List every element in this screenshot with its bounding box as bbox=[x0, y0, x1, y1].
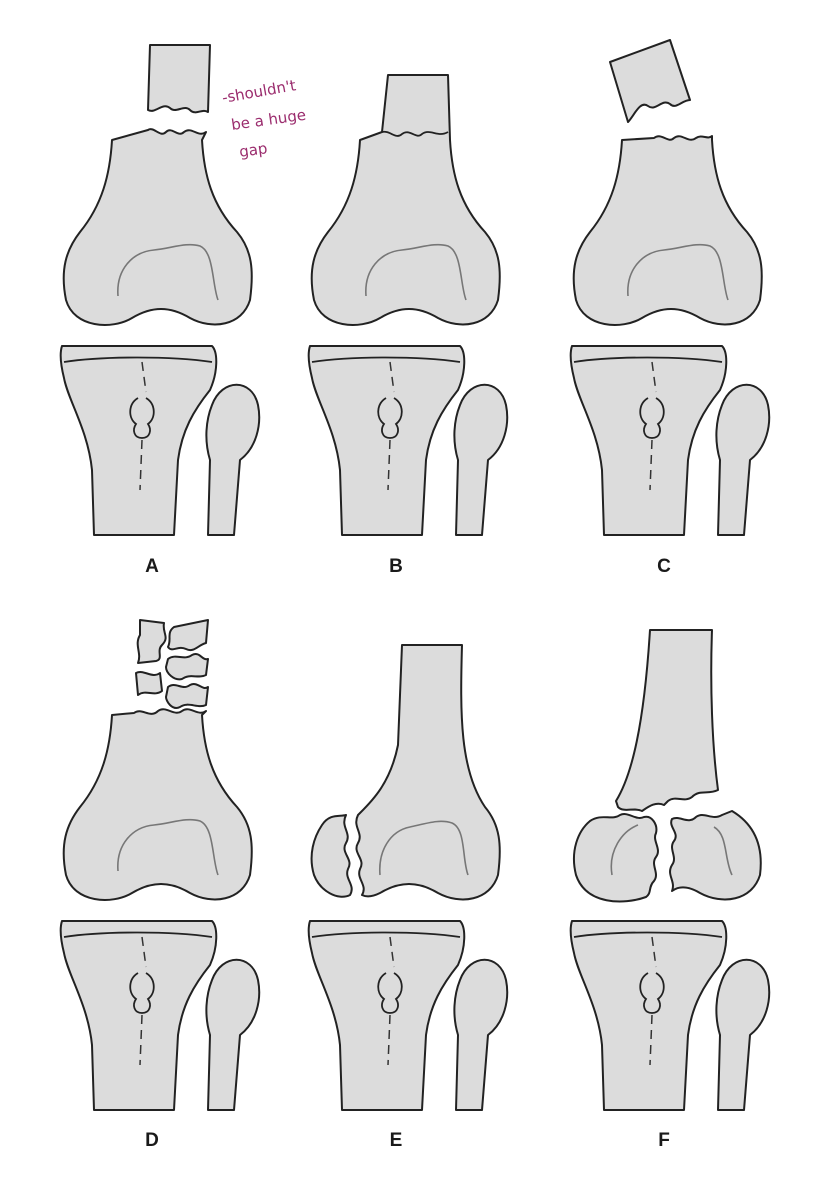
panel-d bbox=[61, 620, 260, 1110]
annotation-line-3: gap bbox=[238, 139, 269, 161]
handwritten-annotation bbox=[221, 76, 308, 161]
panel-label-d: D bbox=[145, 1130, 159, 1151]
panel-label-e: E bbox=[389, 1130, 403, 1151]
annotation-line-2: be a huge bbox=[230, 105, 308, 134]
panel-label-a: A bbox=[145, 556, 159, 577]
annotation-line-1: -shouldn't bbox=[220, 76, 298, 107]
panel-e bbox=[309, 645, 508, 1110]
panel-label-f: F bbox=[658, 1130, 670, 1151]
panel-label-b: B bbox=[389, 556, 403, 577]
panel-label-c: C bbox=[657, 556, 671, 577]
panel-f bbox=[571, 630, 770, 1110]
panel-c bbox=[571, 40, 770, 535]
panel-b bbox=[309, 75, 508, 535]
